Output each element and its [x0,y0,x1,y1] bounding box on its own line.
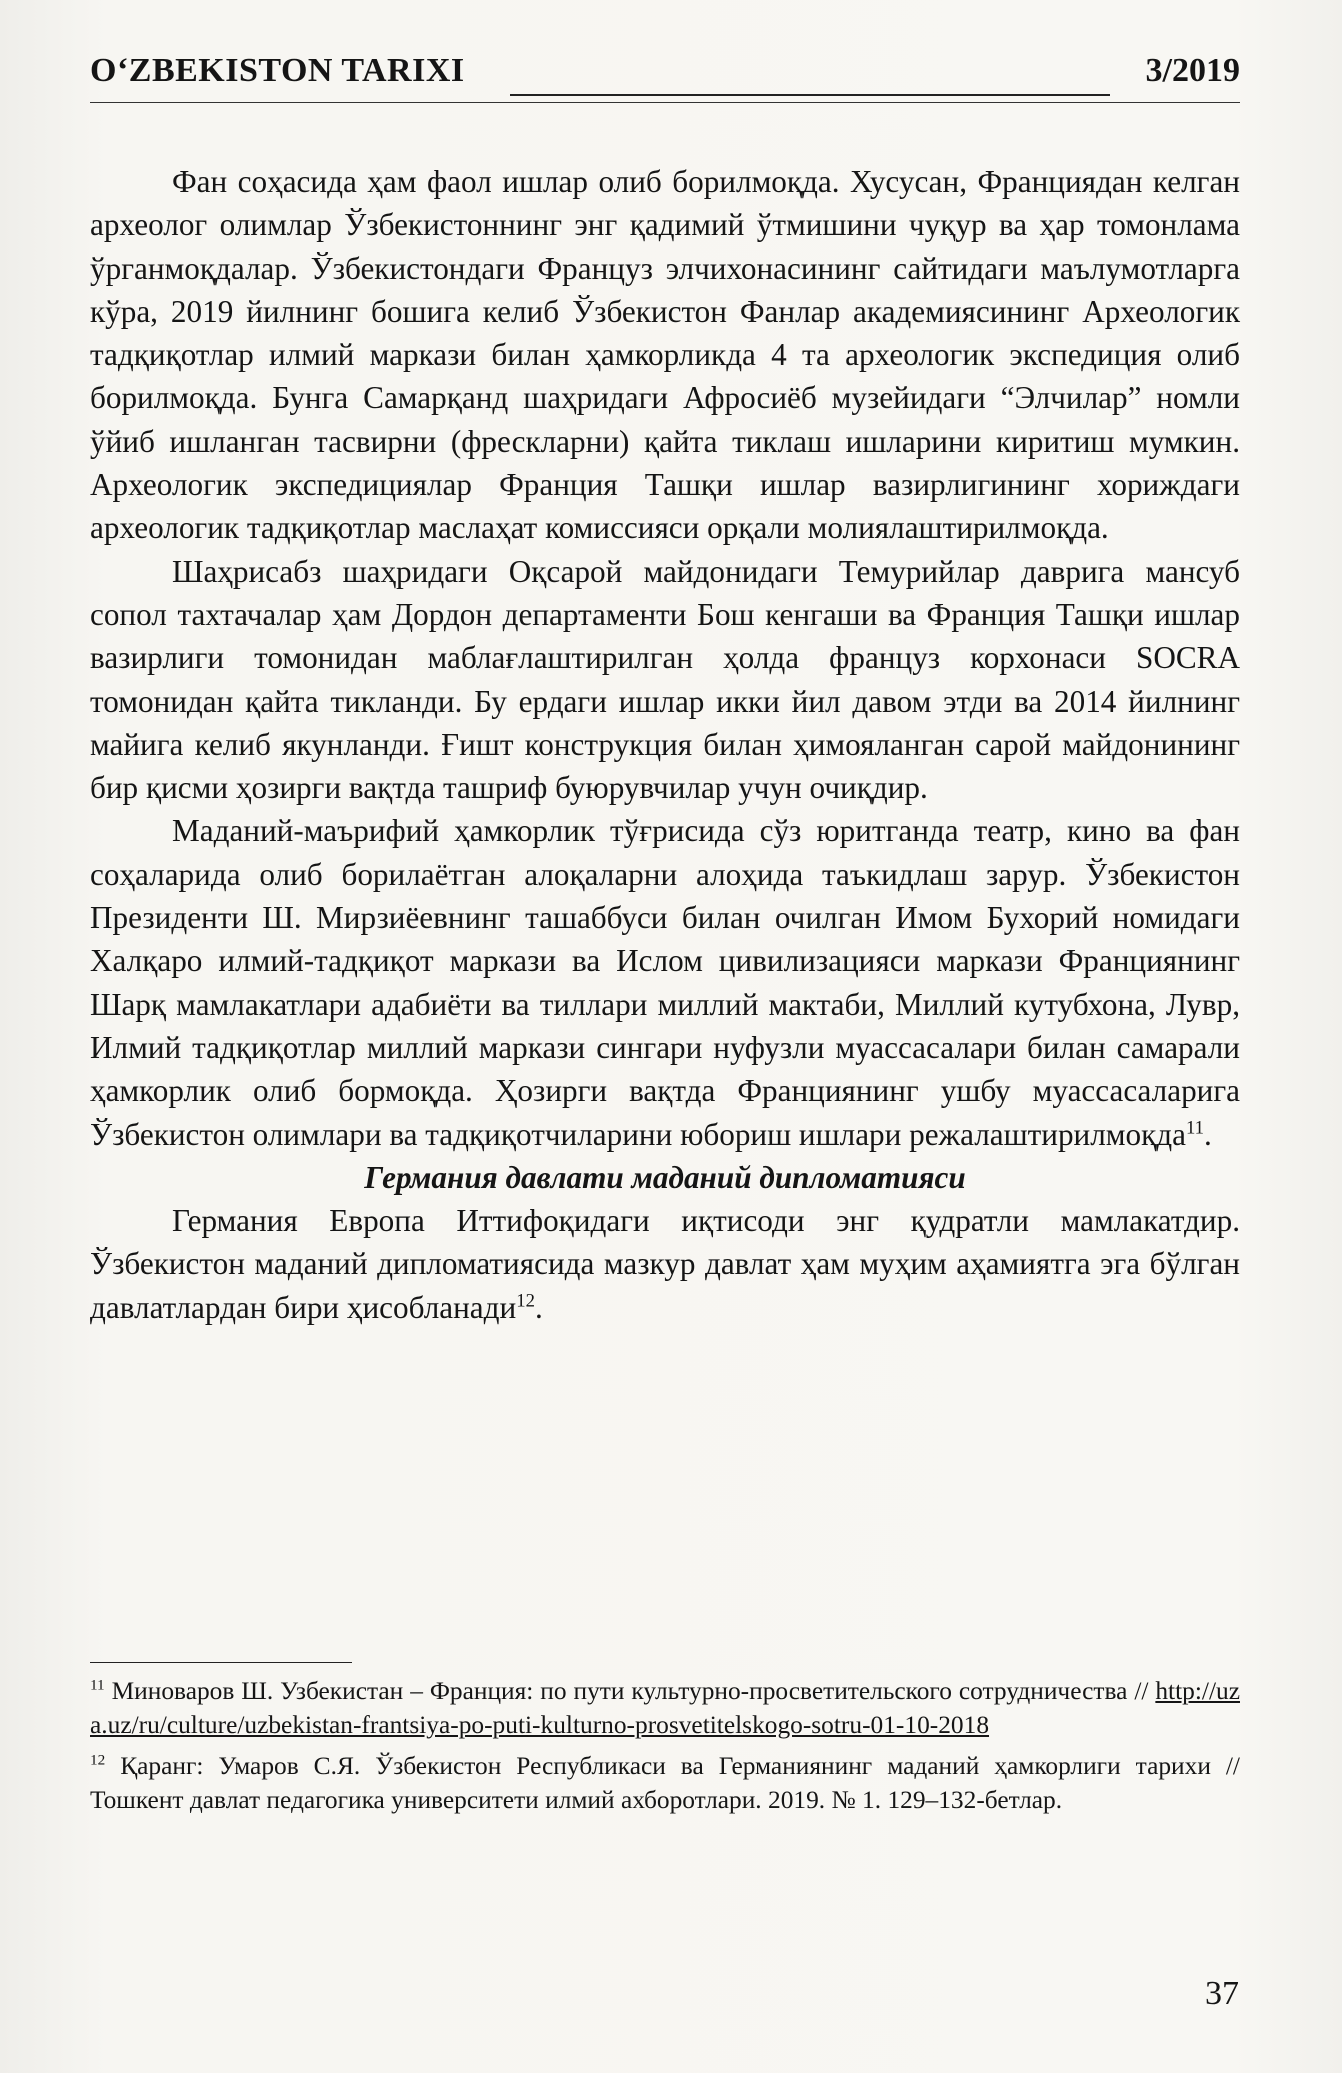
paragraph-3 [90,809,1240,1155]
footnote-number-12: 12 [90,1751,106,1769]
footnote-number-11: 11 [90,1676,105,1694]
footnote-separator [90,1662,352,1663]
page-number: 37 [1205,1975,1239,2012]
footnote-11 [90,1675,1240,1742]
footnote-11-text: Миноваров Ш. Узбекистан – Франция: по пути культурно-просветительского сотрудничества // [104,1677,1156,1705]
footnotes-section [90,1662,1240,1825]
header-rule [510,94,1110,96]
footnote-12 [90,1750,1240,1817]
article-body [90,160,1240,1329]
footnote-12-text: Қаранг: Умаров С.Я. Ўзбекистон Республикаси ва Германиянинг маданий ҳамкорлиги тарихи // Тошкент давлат педагогика университети илмий ахборотлари. 2019. № 1. 129–132-бетлар. [90,1752,1240,1814]
header-underline [90,102,1240,103]
issue-number: 3/2019 [1145,52,1240,89]
paragraph-3-text: Маданий-маърифий ҳамкорлик тўғрисида сўз юритганда театр, кино ва фан соҳаларида олиб борилаётган алоқаларни алоҳида таъкидлаш зарур. Ўзбекистон Президенти Ш. Мирзиёевнинг ташаббуси билан очилган Имом Бухорий номидаги Халқаро илмий-тадқиқот маркази ва Ислом цивилизацияси маркази Франциянинг Шарқ мамлакатлари адабиёти ва тиллари миллий мактаби, Миллий кутубхона, Лувр, Илмий тадқиқотлар миллий маркази сингари нуфузли муассасалари билан самарали ҳамкорлик олиб бормоқда. Ҳозирги вақтда Франциянинг ушбу муассасаларига Ўзбекистон олимлари ва тадқиқотчиларини юбориш ишлари режалаштирилмоқда [90,813,1240,1152]
paragraph-2: Шаҳрисабз шаҳридаги Оқсарой майдонидаги Темурийлар даврига мансуб сопол тахтачалар ҳам Дордон департаменти Бош кенгаши ва Франция Ташқи ишлар вазирлиги томонидан маблағлаштирилган ҳолда француз корхонаси SOCRA томонидан қайта тикланди. Бу ердаги ишлар икки йил давом этди ва 2014 йилнинг майига келиб якунланди. Ғишт конструкция билан ҳимояланган сарой майдонининг бир қисми ҳозирги вақтда ташриф буюрувчилар учун очиқдир. [90,553,1240,806]
paragraph-3-end: . [1204,1116,1212,1152]
footnote-ref-12[interactable]: 12 [516,1290,535,1312]
paragraph-1: Фан соҳасида ҳам фаол ишлар олиб борилмоқда. Хусусан, Франциядан келган археолог олимлар Ўзбекистоннинг энг қадимий ўтмишини чуқур ва ҳар томонлама ўрганмоқдалар. Ўзбекистондаги Француз элчихонасининг сайтидаги маълумотларга кўра, 2019 йилнинг бошига келиб Ўзбекистон Фанлар академиясининг Археологик тадқиқотлар илмий маркази билан ҳамкорликда 4 та археологик экспедиция олиб борилмоқда. Бунга Самарқанд шаҳридаги Афросиёб музейидаги “Элчилар” номли ўйиб ишланган тасвирни (фрескларни) қайта тиклаш ишларини киритиш мумкин. Археологик экспедициялар Франция Ташқи ишлар вазирлигининг хориждаги археологик тадқиқотлар маслаҳат комиссияси орқали молиялаштирилмоқда. [90,164,1240,546]
running-header [90,52,1240,102]
footnote-11-link[interactable]: http://uza.uz/ru/culture/uzbekistan-frantsiya-po-puti-kulturno-prosvetitelskogo-sotru-01-10-2018 [90,1677,1240,1739]
paragraph-4 [90,1199,1240,1329]
footnote-ref-11[interactable]: 11 [1186,1117,1205,1139]
section-heading: Германия давлати маданий дипломатияси [364,1159,966,1195]
journal-title: O‘ZBEKISTON TARIXI [90,52,465,89]
paragraph-4-end: . [534,1289,543,1325]
paragraph-4-text: Германия Европа Иттифоқидаги иқтисоди энг қудратли мамлакатдир. Ўзбекистон маданий дипломатиясида мазкур давлат ҳам муҳим аҳамиятга эга бўлган давлатлардан бири ҳисобланади [90,1203,1240,1325]
